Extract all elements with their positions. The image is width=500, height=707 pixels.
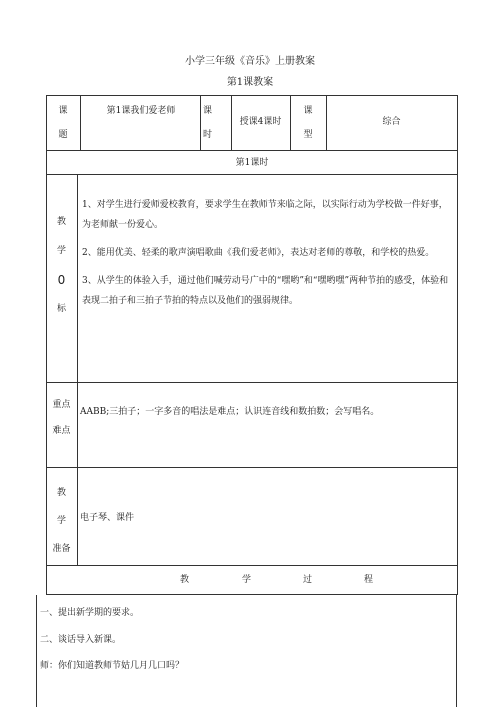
lesson-subtitle: 第1课教案	[226, 77, 274, 88]
topic-value: 第1课我们爱老师	[106, 106, 176, 116]
hours-value: 授课4课时	[239, 117, 282, 127]
session-label: 第1课时	[235, 158, 269, 168]
type-value: 综合	[382, 117, 401, 127]
lesson-process-body	[36, 595, 457, 707]
body-line: 师：你们知道教师节姑几月几口吗？	[40, 661, 185, 671]
key-points-text: AABB;三拍子；一字多音的唱法是难点；认识连音线和数拍数；会写唱名。	[80, 407, 380, 417]
objectives-list	[82, 195, 452, 319]
body-line: 一、提出新学期的要求。	[40, 608, 140, 618]
page-title: 小学三年级《音乐》上册教案	[185, 56, 315, 67]
objective-item: 3、从学生的体验入手，通过他们喊劳动号广中的“嘿哟”和“嘿哟嘿”两种节拍的感受，体验和表现二拍子和三拍子节拍的特点以及他们的强弱规律。	[82, 276, 449, 306]
objective-item: 1、对学生进行爱师爱校教育，要求学生在教师节来临之际，以实际行动为学校做一件好事，为老师献一份爱心。	[82, 200, 448, 230]
lesson-plan-table: 课题 第1课我们爱老师 课时 授课4课时 课型 综合 第1课时 教 学 0 标 1、对学生进行爱师爱校教育，要求学生在教师节来临之际，以实际行动为学校做一件好事，为老师献一份爱心。 2、能用优美、轻柔的歌声演唱歌曲《我们爱老师》，表达对老师的尊敬，和学校的热爱。 3、从学生的体验入手，通过他们喊劳动号广中的“嘿哟”和“嘿哟嘿”两种节拍的感受，体验和表现二拍子和三拍子节拍的特点以及他们的强弱规律。 重点 难点 AABB;三拍子；一字多音的唱法是难点；认识连音线和数拍数；会写唱名。 教 学 准备 电子琴、课件 教 学 过 程	[46, 95, 458, 595]
objective-item: 2、能用优美、轻柔的歌声演唱歌曲《我们爱老师》，表达对老师的尊敬，和学校的热爱。	[82, 248, 435, 258]
objectives-label: 教 学 0 标	[56, 217, 66, 314]
prep-label: 教 学 准备	[52, 488, 71, 554]
type-label: 课型	[303, 106, 313, 140]
topic-label: 课题	[58, 106, 68, 140]
prep-text: 电子琴、课件	[80, 513, 135, 523]
body-line: 二、谈话导入新课。	[40, 635, 122, 645]
key-points-label: 重点 难点	[52, 400, 71, 436]
hours-label: 课时	[203, 106, 213, 140]
